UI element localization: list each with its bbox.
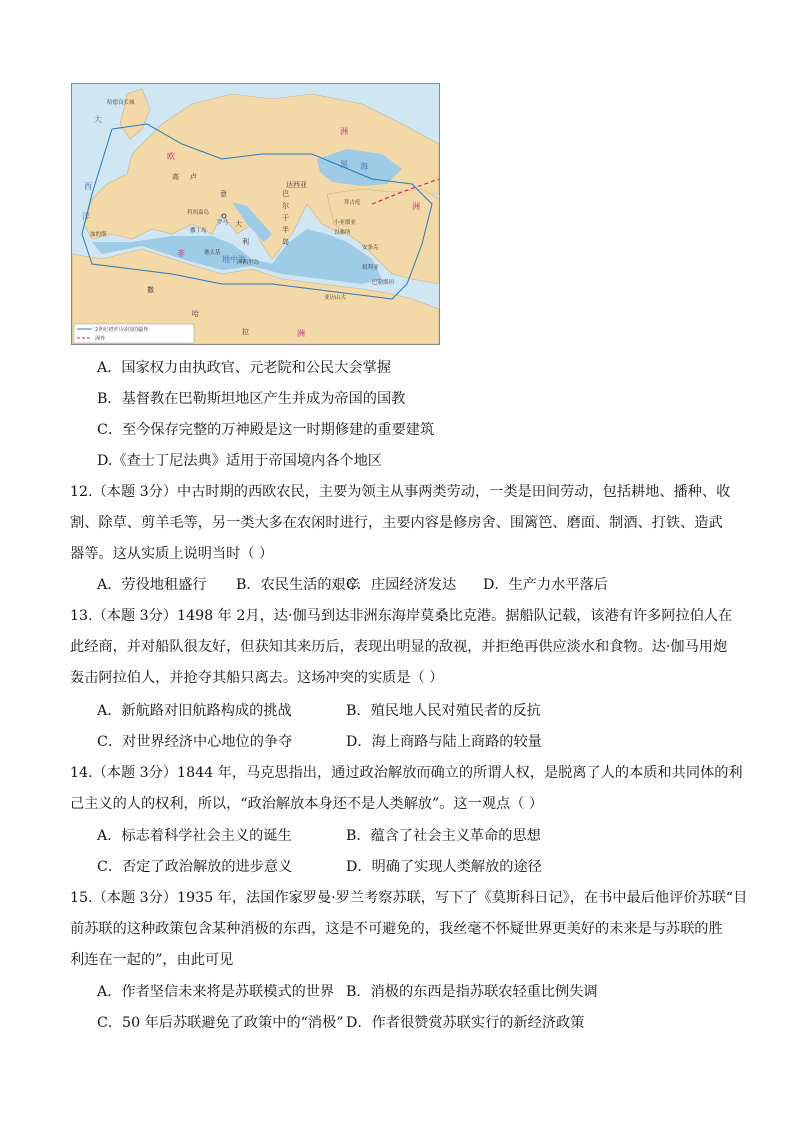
label-italy-2: 大: [235, 220, 242, 228]
roman-empire-map: [71, 83, 440, 345]
label-byzantium: 拜占庭: [344, 200, 361, 206]
label-alexandria: 亚历山大: [324, 295, 347, 301]
label-atlantic-1: 大: [94, 115, 102, 124]
label-sardinia: 撒丁岛: [190, 228, 207, 234]
label-dacia: 达西亚: [286, 181, 307, 189]
q13-stem-line-3: 轰击阿拉伯人，并抢夺其船只离去。这场冲突的实质是（ ）: [70, 670, 444, 686]
label-italy-3: 利: [242, 238, 249, 246]
q12-option-d: D．生产力水平落后: [483, 577, 608, 593]
q14-stem-line-2: 己主义的人的权利，所以，“政治解放本身还不是人类解放”。这一观点（ ）: [70, 796, 544, 812]
legend-label-continent: 洲界: [95, 336, 106, 342]
label-africa-2: 洲: [297, 329, 305, 338]
label-balkan-5: 岛: [282, 238, 289, 246]
q11-option-b: B．基督教在巴勒斯坦地区产生并成为帝国的国教: [97, 391, 406, 407]
label-balkan-3: 干: [282, 214, 289, 222]
label-gaul-2: 卢: [190, 173, 197, 181]
q12-option-a: A．劳役地租盛行: [97, 577, 207, 593]
label-hadrian: 哈德良长城: [107, 100, 135, 106]
q14-option-c: C．否定了政治解放的进步意义: [97, 859, 293, 875]
label-atlantic-3: 洋: [82, 212, 90, 221]
label-sahara-3: 拉: [242, 328, 249, 336]
label-black-sea-2: 海: [360, 162, 368, 171]
q12-option-b: B．农民生活的艰辛: [236, 577, 360, 593]
label-sahara-2: 哈: [192, 310, 199, 318]
q13-stem-line-2: 此经商，并对船队很友好，但获知其来历后，表现出明显的敌视，并拒绝再供应淡水和食物。达·伽马用炮: [70, 639, 728, 655]
q12-stem-line-3: 器等。这从实质上说明当时（ ）: [70, 546, 274, 562]
q15-stem-line-1: 15.（本题 3分）1935 年，法国作家罗曼·罗兰考察苏联，写下了《莫斯科日记》，在书中最后他评价苏联“目: [70, 890, 748, 906]
q14-option-b: B．蕴含了社会主义革命的思想: [346, 828, 541, 844]
q12-option-c: C．庄园经济发达: [346, 577, 457, 593]
legend-label-border: 2世纪初罗马帝国的疆界: [95, 327, 149, 333]
label-africa-1: 非: [177, 249, 185, 258]
q11-option-a: A．国家权力由执政官、元老院和公民大会掌握: [97, 360, 391, 376]
label-gades: 加的斯: [90, 232, 107, 238]
label-asia: 洲: [412, 202, 420, 211]
label-black-sea-1: 黑: [340, 160, 348, 169]
q14-option-d: D．明确了实现人类解放的途径: [346, 859, 542, 875]
q12-stem-line-2: 割、除草、剪羊毛等，另一类大多在农闲时进行，主要内容是修房舍、围篱笆、磨面、制酒、打铁、造武: [70, 515, 723, 531]
label-syria: 叙利亚: [362, 265, 379, 271]
q15-option-c: C．50 年后苏联避免了政策中的“消极”: [97, 1015, 344, 1031]
label-balkan-2: 尔: [282, 202, 289, 210]
q15-stem-line-2: 前苏联的这种政策包含某种消极的东西，这是不可避免的，我丝毫不怀疑世界更美好的未来是与苏联的胜: [70, 921, 723, 937]
q15-option-b: B．消极的东西是指苏联农轻重比例失调: [346, 984, 598, 1000]
label-europe-2: 洲: [340, 127, 348, 136]
q15-option-d: D．作者很赞赏苏联实行的新经济政策: [346, 1015, 585, 1031]
q13-option-b: B．殖民地人民对殖民者的反抗: [346, 703, 541, 719]
label-sahara-1: 撒: [147, 286, 154, 294]
q11-option-c: C．至今保存完整的万神殿是这一时期修建的重要建筑: [97, 422, 435, 438]
map-graphic: [72, 84, 439, 344]
label-mediterranean: 地中海: [222, 255, 246, 264]
label-italy-1: 意: [220, 190, 227, 198]
label-sicily: 西西里岛: [237, 260, 260, 266]
q11-option-d: D.《查士丁尼法典》适用于帝国境内各个地区: [97, 453, 382, 469]
q15-option-a: A．作者坚信未来将是苏联模式的世界: [97, 984, 335, 1000]
q13-option-d: D．海上商路与陆上商路的较量: [346, 734, 542, 750]
label-palestine: 巴勒斯坦: [372, 280, 395, 286]
label-corsica: 科西嘉岛: [187, 210, 210, 216]
q14-stem-line-1: 14.（本题 3分）1844 年，马克思指出，通过政治解放而确立的所谓人权，是脱离了人的本质和共同体的利: [70, 765, 743, 781]
q12-stem-line-1: 12.（本题 3分）中古时期的西欧农民，主要为领主从事两类劳动，一类是田间劳动，包括耕地、播种、收: [70, 484, 731, 500]
label-antioch: 安条克: [362, 245, 379, 251]
label-europe-1: 欧: [167, 152, 175, 161]
q13-option-a: A．新航路对旧航路构成的挑战: [97, 703, 292, 719]
label-ephesus: 以弗所: [334, 230, 351, 236]
label-balkan-1: 巴: [282, 190, 289, 198]
label-asia-minor: 小亚细亚: [334, 220, 357, 226]
q15-stem-line-3: 利连在一起的”，由此可见: [70, 952, 234, 968]
label-gaul-1: 高: [172, 173, 179, 181]
q13-option-c: C．对世界经济中心地位的争夺: [97, 734, 293, 750]
label-atlantic-2: 西: [84, 182, 92, 191]
q14-option-a: A．标志着科学社会主义的诞生: [97, 828, 292, 844]
q13-stem-line-1: 13.（本题 3分）1498 年 2月，达·伽马到达非洲东海岸莫桑比克港。据船队记载，该港有许多阿拉伯人在: [70, 608, 733, 624]
label-rome: 罗马: [217, 220, 229, 226]
label-carthage: 迦太基: [204, 250, 221, 256]
label-balkan-4: 半: [282, 226, 289, 234]
